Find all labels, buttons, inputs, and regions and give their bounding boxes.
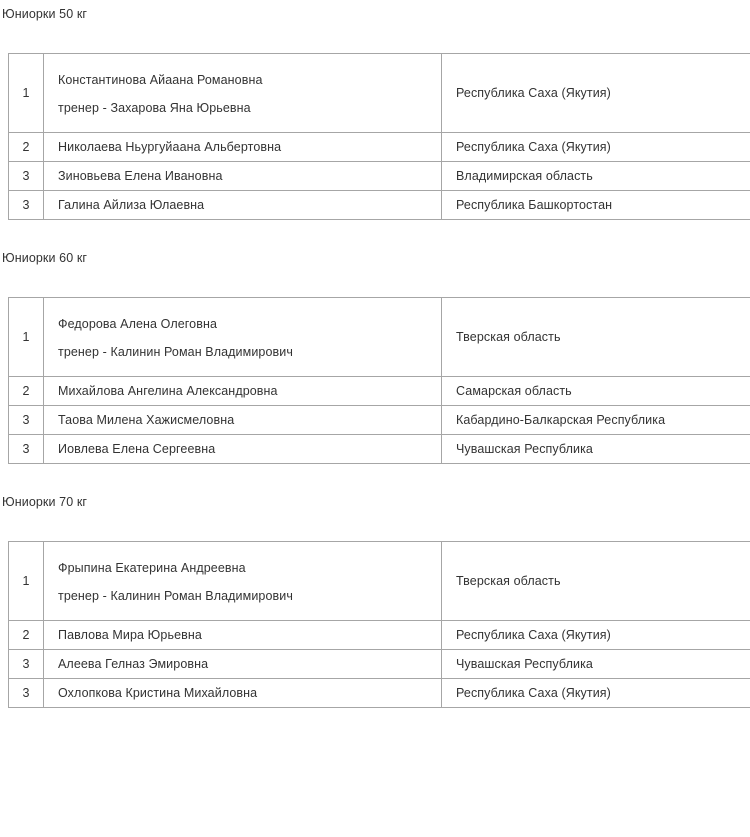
table-row — [9, 621, 750, 650]
coach-name: тренер - Калинин Роман Владимирович — [58, 344, 293, 359]
table-row — [9, 133, 750, 162]
results-table — [8, 297, 750, 464]
region-cell: Республика Саха (Якутия) — [442, 54, 750, 133]
weight-class-section — [0, 464, 750, 708]
rank-cell: 3 — [9, 435, 44, 464]
region-cell: Чувашская Республика — [442, 435, 750, 464]
weight-class-section — [0, 220, 750, 464]
name-cell — [44, 542, 442, 621]
name-cell: Зиновьева Елена Ивановна — [44, 162, 442, 191]
table-row — [9, 679, 750, 708]
name-cell: Иовлева Елена Сергеевна — [44, 435, 442, 464]
region-cell: Владимирская область — [442, 162, 750, 191]
region-cell: Кабардино-Балкарская Республика — [442, 406, 750, 435]
table-row — [9, 191, 750, 220]
region-cell: Самарская область — [442, 377, 750, 406]
region-cell: Тверская область — [442, 542, 750, 621]
table-row — [9, 650, 750, 679]
table-row — [9, 377, 750, 406]
rank-cell: 3 — [9, 679, 44, 708]
rank-cell: 1 — [9, 298, 44, 377]
name-cell: Алеева Гелназ Эмировна — [44, 650, 442, 679]
region-cell: Тверская область — [442, 298, 750, 377]
rank-cell: 2 — [9, 133, 44, 162]
table-row — [9, 542, 750, 621]
rank-cell: 2 — [9, 377, 44, 406]
coach-name: тренер - Калинин Роман Владимирович — [58, 588, 293, 603]
region-cell: Республика Саха (Якутия) — [442, 679, 750, 708]
name-cell: Галина Айлиза Юлаевна — [44, 191, 442, 220]
name-cell: Таова Милена Хажисмеловна — [44, 406, 442, 435]
rank-cell: 3 — [9, 650, 44, 679]
region-cell: Республика Саха (Якутия) — [442, 621, 750, 650]
table-row — [9, 54, 750, 133]
athlete-name: Константинова Айаана Романовна — [58, 72, 263, 87]
section-heading: Юниорки 70 кг — [2, 495, 88, 509]
section-heading: Юниорки 50 кг — [2, 7, 88, 21]
table-row — [9, 406, 750, 435]
coach-name: тренер - Захарова Яна Юрьевна — [58, 100, 251, 115]
rank-cell: 2 — [9, 621, 44, 650]
name-cell: Николаева Ньургуйаана Альбертовна — [44, 133, 442, 162]
region-cell: Республика Саха (Якутия) — [442, 133, 750, 162]
athlete-name: Федорова Алена Олеговна — [58, 316, 218, 331]
name-cell: Михайлова Ангелина Александровна — [44, 377, 442, 406]
results-table — [8, 541, 750, 708]
rank-cell: 3 — [9, 162, 44, 191]
weight-class-section — [0, 0, 750, 220]
name-cell: Охлопкова Кристина Михайловна — [44, 679, 442, 708]
region-cell: Республика Башкортостан — [442, 191, 750, 220]
rank-cell: 3 — [9, 406, 44, 435]
results-table — [8, 53, 750, 220]
name-cell — [44, 298, 442, 377]
table-row — [9, 298, 750, 377]
table-row — [9, 162, 750, 191]
name-cell: Павлова Мира Юрьевна — [44, 621, 442, 650]
region-cell: Чувашская Республика — [442, 650, 750, 679]
rank-cell: 3 — [9, 191, 44, 220]
name-cell — [44, 54, 442, 133]
athlete-name: Фрыпина Екатерина Андреевна — [58, 560, 246, 575]
table-row — [9, 435, 750, 464]
rank-cell: 1 — [9, 54, 44, 133]
section-heading: Юниорки 60 кг — [2, 251, 88, 265]
rank-cell: 1 — [9, 542, 44, 621]
